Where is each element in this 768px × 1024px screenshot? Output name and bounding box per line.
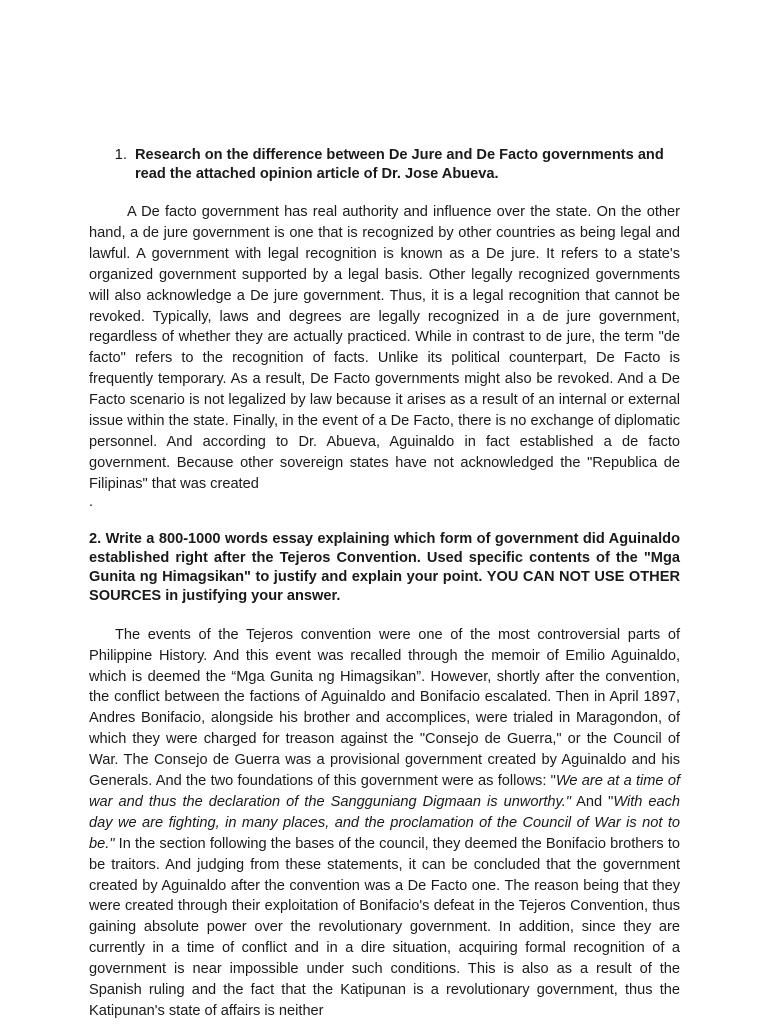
answer-2-quote-2: With each day we are fighting, in many places, and the proclamation of the Council of War is not to be." — [89, 793, 681, 852]
answer-2-paragraph — [89, 625, 680, 1022]
question-2: 2. Write a 800-1000 words essay explaining which form of government did Aguinaldo established right after the Tejeros Convention. Used specific contents of the "Mga Gunita ng Himagsikan" to justify and explain your point. YOU CAN NOT USE OTHER SOURCES in justifying your answer. — [89, 530, 680, 604]
list-number: 1. — [114, 147, 127, 163]
answer-2-part-2: And " — [570, 793, 614, 810]
trailing-dot: . — [89, 493, 94, 510]
question-1 — [89, 146, 680, 184]
answer-2-quote-1: We are at a time of war and thus the declaration of the Sangguniang Digmaan is unworthy." — [89, 773, 681, 810]
answer-2-part-3: In the section following the bases of the council, they deemed the Bonifacio brothers to be traitors. And judging from these statements, it can be concluded that the government created by Aguinaldo after the convention was a De Facto one. The reason being that they were created through their exploitation of Bonifacio's defeat in the Tejeros Convention, thus gaining absolute power over the revolutionary government. In addition, since they are currently in a time of conflict and in a dire situation, acquiring formal recognition of a government is near impossible under such conditions. This is also as a result of the Spanish ruling and the fact that the Katipunan is a revolutionary government, thus the Katipunan's state of affairs is neither — [89, 835, 680, 1019]
answer-1-paragraph: A De facto government has real authority and influence over the state. On the other hand, a de jure government is one that is recognized by other countries as being legal and lawful. A government with legal recognition is known as a De jure. It refers to a state's organized government supported by a legal basis. Other legally recognized governments will also acknowledge a De jure government. Thus, it is a legal recognition that cannot be revoked. Typically, laws and degrees are legally recognized in a de jure government, regardless of whether they are actually practiced. While in contrast to de jure, the term "de facto" refers to the recognition of facts. Unlike its political counterpart, De Facto is frequently temporary. As a result, De Facto governments might also be revoked. And a De Facto scenario is not legalized by law because it arises as a result of an internal or external issue within the state. Finally, in the event of a De Facto, there is no exchange of diplomatic personnel. And according to Dr. Abueva, Aguinaldo in fact established a de facto government. Because other sovereign states have not acknowledged the "Republica de Filipinas" that was created — [89, 204, 680, 492]
document-body — [89, 146, 680, 1022]
question-1-number — [89, 146, 135, 184]
question-1-text: Research on the difference between De Jure and De Facto governments and read the attached opinion article of Dr. Jose Abueva. — [135, 147, 664, 182]
answer-2-part-1: The events of the Tejeros convention were one of the most controversial parts of Philippine History. And this event was recalled through the memoir of Emilio Aguinaldo, which is deemed the “Mga Gunita ng Himagsikan”. However, shortly after the convention, the conflict between the factions of Aguinaldo and Bonifacio escalated. Then in April 1897, Andres Bonifacio, alongside his brother and accomplices, were trialed in Maragondon, of which they were charged for treason against the "Consejo de Guerra," or the Council of War. The Consejo de Guerra was a provisional government created by Aguinaldo and his Generals. And the two foundations of this government were as follows: " — [89, 626, 680, 790]
